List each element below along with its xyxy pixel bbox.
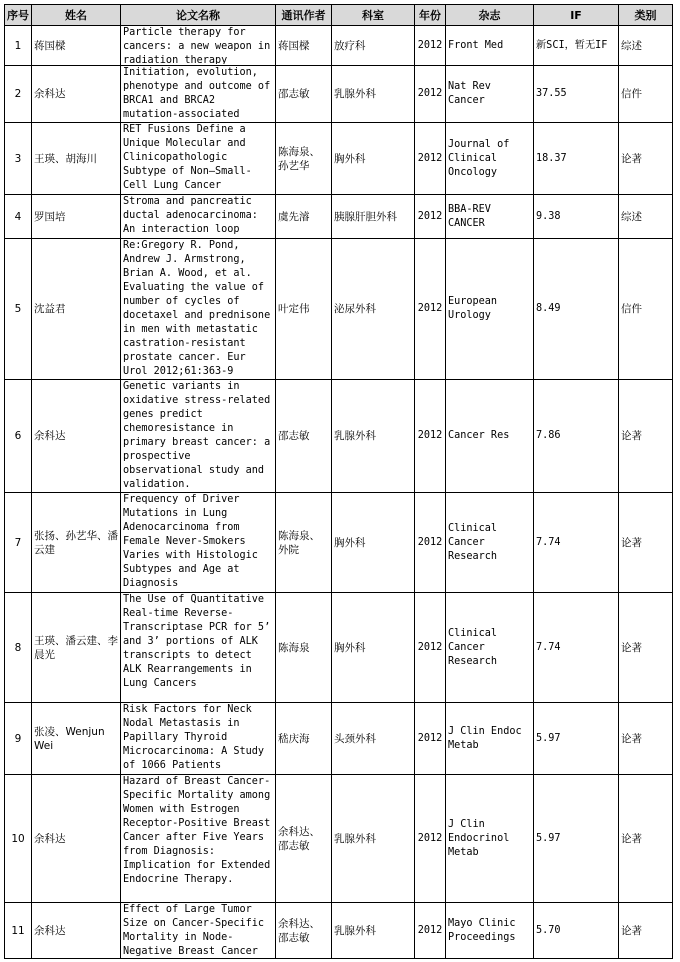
table-row	[5, 26, 673, 66]
cell-year: 2012	[415, 775, 446, 903]
cell-year: 2012	[415, 26, 446, 66]
cell-if: 5.70	[534, 903, 619, 959]
cell-if: 18.37	[534, 123, 619, 195]
cell-year: 2012	[415, 903, 446, 959]
cell-corresponding-author: 余科达、邵志敏	[276, 903, 332, 959]
cell-if: 新SCI，暂无IF	[534, 26, 619, 66]
cell-if: 5.97	[534, 703, 619, 775]
paper-title: Particle therapy for cancers: a new weapon in radiation therapy	[123, 27, 271, 64]
cell-year: 2012	[415, 380, 446, 493]
cell-name: 张凌、Wenjun Wei	[32, 703, 121, 775]
cell-title	[121, 380, 276, 493]
cell-journal: BBA-REV CANCER	[446, 195, 534, 239]
cell-if: 7.74	[534, 493, 619, 593]
paper-title: Stroma and pancreatic ductal adenocarcinoma: An interaction loop	[123, 196, 258, 235]
cell-journal: Front Med	[446, 26, 534, 66]
paper-title: Frequency of Driver Mutations in Lung Adenocarcinoma from Female Never-Smokers Varies with Histologic Subtypes and Age at Diagnosis	[123, 494, 258, 589]
cell-journal: J Clin Endocrinol Metab	[446, 775, 534, 903]
cell-department: 乳腺外科	[332, 903, 415, 959]
cell-corresponding-author: 嵇庆海	[276, 703, 332, 775]
cell-department: 乳腺外科	[332, 775, 415, 903]
header-row	[5, 5, 673, 26]
cell-type: 论著	[619, 493, 673, 593]
cell-no: 10	[5, 775, 32, 903]
cell-department: 泌尿外科	[332, 239, 415, 380]
cell-type: 论著	[619, 775, 673, 903]
cell-corresponding-author: 邵志敏	[276, 380, 332, 493]
cell-journal: Cancer Res	[446, 380, 534, 493]
header-year: 年份	[415, 5, 446, 26]
cell-title	[121, 493, 276, 593]
cell-department: 乳腺外科	[332, 66, 415, 123]
cell-corresponding-author: 虞先濬	[276, 195, 332, 239]
paper-title: Initiation, evolution, phenotype and outcome of BRCA1 and BRCA2 mutation-associated	[123, 67, 271, 120]
table-row	[5, 123, 673, 195]
cell-no: 11	[5, 903, 32, 959]
paper-title: Effect of Large Tumor Size on Cancer-Specific Mortality in Node-Negative Breast Cancer	[123, 904, 265, 957]
cell-name: 王瑛、胡海川	[32, 123, 121, 195]
cell-department: 头颈外科	[332, 703, 415, 775]
cell-if: 37.55	[534, 66, 619, 123]
table-row	[5, 195, 673, 239]
table-row	[5, 66, 673, 123]
cell-journal: Clinical Cancer Research	[446, 493, 534, 593]
cell-department: 乳腺外科	[332, 380, 415, 493]
paper-title: Re:Gregory R. Pond, Andrew J. Armstrong, Brian A. Wood, et al. Evaluating the value of number of cycles of docetaxel and prednisone in men with metastatic castration-resistant prostate cancer. Eur Urol 2012;61:363-9	[123, 240, 271, 377]
publication-table	[4, 4, 673, 959]
cell-title	[121, 903, 276, 959]
cell-year: 2012	[415, 195, 446, 239]
cell-if: 9.38	[534, 195, 619, 239]
cell-department: 胸外科	[332, 493, 415, 593]
cell-journal: Nat Rev Cancer	[446, 66, 534, 123]
header-corresponding-author: 通讯作者	[276, 5, 332, 26]
table-row	[5, 775, 673, 903]
cell-name: 张扬、孙艺华、潘云建	[32, 493, 121, 593]
cell-title	[121, 123, 276, 195]
paper-title: RET Fusions Define a Unique Molecular and Clinicopathologic Subtype of Non–Small-Cell Lung Cancer	[123, 124, 252, 191]
header-no: 序号	[5, 5, 32, 26]
cell-year: 2012	[415, 593, 446, 703]
cell-department: 胸外科	[332, 593, 415, 703]
cell-title	[121, 703, 276, 775]
cell-journal: Clinical Cancer Research	[446, 593, 534, 703]
cell-type: 综述	[619, 195, 673, 239]
cell-corresponding-author: 陈海泉、外院	[276, 493, 332, 593]
cell-no: 3	[5, 123, 32, 195]
cell-title	[121, 593, 276, 703]
cell-corresponding-author: 邵志敏	[276, 66, 332, 123]
cell-no: 4	[5, 195, 32, 239]
cell-title	[121, 195, 276, 239]
table-row	[5, 703, 673, 775]
cell-no: 7	[5, 493, 32, 593]
cell-no: 5	[5, 239, 32, 380]
cell-year: 2012	[415, 123, 446, 195]
paper-title: The Use of Quantitative Real-time Reverse-Transcriptase PCR for 5’ and 3’ portions of ALK transcripts to detect ALK Rearrangements in Lung Cancers	[123, 594, 271, 689]
cell-title	[121, 26, 276, 66]
cell-if: 8.49	[534, 239, 619, 380]
cell-journal: Journal of Clinical Oncology	[446, 123, 534, 195]
paper-title: Genetic variants in oxidative stress-related genes predict chemoresistance in primary breast cancer: a prospective observational study and validation.	[123, 381, 271, 490]
table-row	[5, 239, 673, 380]
cell-type: 论著	[619, 903, 673, 959]
cell-type: 论著	[619, 703, 673, 775]
header-title: 论文名称	[121, 5, 276, 26]
cell-journal: Mayo Clinic Proceedings	[446, 903, 534, 959]
cell-corresponding-author: 叶定伟	[276, 239, 332, 380]
cell-corresponding-author: 陈海泉	[276, 593, 332, 703]
cell-title	[121, 775, 276, 903]
table-row	[5, 593, 673, 703]
cell-title	[121, 66, 276, 123]
cell-journal: European Urology	[446, 239, 534, 380]
cell-department: 放疗科	[332, 26, 415, 66]
cell-name: 余科达	[32, 903, 121, 959]
cell-department: 胸外科	[332, 123, 415, 195]
table-row	[5, 493, 673, 593]
cell-no: 8	[5, 593, 32, 703]
cell-journal: J Clin Endoc Metab	[446, 703, 534, 775]
header-name: 姓名	[32, 5, 121, 26]
cell-if: 5.97	[534, 775, 619, 903]
cell-type: 信件	[619, 239, 673, 380]
cell-no: 1	[5, 26, 32, 66]
cell-name: 蒋国樑	[32, 26, 121, 66]
cell-year: 2012	[415, 66, 446, 123]
cell-corresponding-author: 余科达、邵志敏	[276, 775, 332, 903]
cell-name: 罗国培	[32, 195, 121, 239]
cell-name: 王瑛、潘云建、李晨光	[32, 593, 121, 703]
cell-type: 论著	[619, 123, 673, 195]
header-department: 科室	[332, 5, 415, 26]
header-type: 类别	[619, 5, 673, 26]
cell-year: 2012	[415, 493, 446, 593]
header-if: IF	[534, 5, 619, 26]
table-row	[5, 380, 673, 493]
cell-type: 论著	[619, 380, 673, 493]
cell-department: 胰腺肝胆外科	[332, 195, 415, 239]
cell-corresponding-author: 陈海泉、孙艺华	[276, 123, 332, 195]
cell-name: 余科达	[32, 380, 121, 493]
paper-title: Hazard of Breast Cancer-Specific Mortality among Women with Estrogen Receptor-Positive Breast Cancer after Five Years from Diagnosis: Implication for Extended Endocrine Therapy.	[123, 776, 271, 885]
publication-sheet	[4, 4, 672, 959]
header-journal: 杂志	[446, 5, 534, 26]
cell-type: 信件	[619, 66, 673, 123]
cell-year: 2012	[415, 703, 446, 775]
paper-title: Risk Factors for Neck Nodal Metastasis in Papillary Thyroid Microcarcinoma: A Study of 1066 Patients	[123, 704, 265, 771]
cell-type: 综述	[619, 26, 673, 66]
cell-no: 9	[5, 703, 32, 775]
cell-no: 2	[5, 66, 32, 123]
table-row	[5, 903, 673, 959]
cell-corresponding-author: 蒋国樑	[276, 26, 332, 66]
cell-name: 沈益君	[32, 239, 121, 380]
cell-name: 余科达	[32, 775, 121, 903]
cell-if: 7.86	[534, 380, 619, 493]
cell-year: 2012	[415, 239, 446, 380]
cell-type: 论著	[619, 593, 673, 703]
cell-name: 余科达	[32, 66, 121, 123]
cell-if: 7.74	[534, 593, 619, 703]
cell-no: 6	[5, 380, 32, 493]
cell-title	[121, 239, 276, 380]
